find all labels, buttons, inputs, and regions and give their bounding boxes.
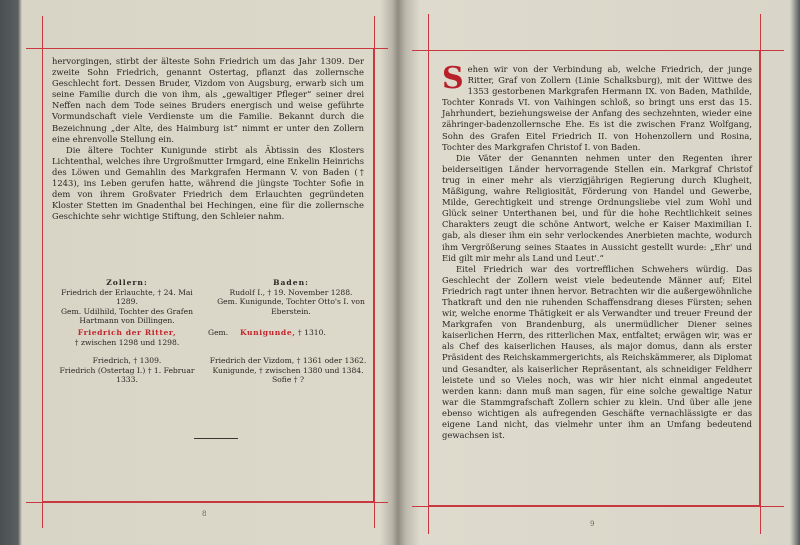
zollern-heading: Zollern:	[106, 278, 148, 287]
decorated-initial: S	[442, 61, 464, 96]
genealogy-line: Sofie † ?	[271, 375, 305, 385]
frame-line	[26, 502, 388, 503]
frame-line	[760, 14, 761, 534]
genealogy-line: Rudolf I., † 19. November 1288.	[229, 287, 353, 297]
baden-heading: Baden:	[273, 278, 309, 287]
frame-line	[412, 506, 784, 507]
genealogy-line: Gem. Kunigunde, Tochter Otto's I. von	[217, 297, 365, 307]
paragraph: Eitel Friedrich war des vortrefflichen Schwehers würdig. Das Geschlecht der Zollern weist viele bedeutende Männer auf; Eitel Friedrich ragt unter ihnen hervor. Betrachten wir die außergewöhnliche Thatkraft und den nie ruhenden Schaffensdrang dieses Fürsten; sehen wir, welche enorme Thätigkeit er als Verwandter und treuer Freund der Markgrafen von Brandenburg, als unermüdlicher Diener seines kaiserlichen Herrn, des ritterlichen Max, entfaltet; erwägen wir, was er als Chef des kaiserlichen Hauses, als major domus, dann als erster Präsident des Reichskammergerichts, als Reichskämmerer, als Diplomat und Gesandter, als kaiserlicher Repräsentant, als schneidiger Feldherr leistete und so Vieles noch, was wir hier nicht einmal angedeutet werden kann: dann muß man sagen, für eine solche gewaltige Natur war die Stammgrafschaft Zollern schier zu klein. Und über alle jene ebenso wichtigen als aufregenden Geschäfte vernachlässigte er das eigene Land nicht, das vielmehr unter ihm an Umfang bedeutend gewachsen ist.	[442, 263, 752, 441]
frame-line	[26, 48, 388, 49]
genealogy-line: Friedrich der Erlauchte, † 24. Mai 1289.	[61, 287, 193, 307]
genealogy-line: Gem. Udilhild, Tochter des Grafen	[60, 306, 193, 316]
left-body-text	[52, 56, 364, 222]
genealogy-line: Kunigunde, † zwischen 1380 und 1384.	[212, 365, 364, 375]
children-right	[208, 356, 368, 385]
kunigunde-name: Kunigunde,	[240, 328, 296, 337]
genealogy-line: Friedrich, † 1309.	[92, 356, 162, 365]
children-left	[52, 356, 202, 385]
paragraph	[442, 61, 752, 153]
genealogy-line: 1333.	[116, 375, 138, 385]
kunigunde	[240, 328, 326, 338]
gem-label: Gem.	[208, 328, 229, 337]
genealogy-line: Hartmann von Dillingen.	[79, 316, 175, 326]
frame-line	[374, 16, 375, 528]
left-page	[18, 6, 396, 541]
genealogy-line: Eberstein.	[271, 306, 311, 316]
genealogy-line: Friedrich der Vizdom, † 1361 oder 1362.	[209, 356, 367, 365]
end-rule	[194, 438, 238, 439]
paragraph: Die Väter der Genannten nehmen unter den Regenten ihrer beiderseitigen Länder hervorragende Stellen ein. Markgraf Christof trug in einer mehr als vierzigjährigen Regierung durch Klugheit, Mäßigung, wahre Religiosität, Förderung von Handel und Gewerbe, Milde, Gerechtigkeit und strenge Ordnungsliebe viel zum Wohl und Glück seiner Unterthanen bei, und für die hohe Rechtlichkeit seines Charakters zeugt die schöne Antwort, welche er Kaiser Maximilian I. gab, als dieser ihm ein sehr verlockendes Anerbieten machte, wodurch ihm Vergrößerung seines Staates in Aussicht gestellt wurde: „Ehr' und Eid gilt mir mehr als Land und Leut'.“	[442, 152, 752, 263]
paragraph: hervorgingen, stirbt der älteste Sohn Friedrich um das Jahr 1309. Der zweite Sohn Friedrich, genannt Ostertag, pflanzt das zollernsche Geschlecht fort. Dessen Bruder, Vizdom von Augsburg, erwarb sich um seine Familie durch die von ihm, als „gewaltiger Pfleger“ seiner drei Neffen nach dem Tode seines Bruders energisch und weise geführte Vormundschaft viele Verdienste um die Familie. Bekannt durch die Bezeichnung „der Alte, des Haimburg ist“ nimmt er unter den Zollern eine ehrenvolle Stellung ein.	[52, 56, 364, 144]
frame-line	[42, 16, 43, 528]
baden-column	[216, 278, 366, 316]
page-number: 8	[202, 510, 207, 518]
genealogy-line: Friedrich (Ostertag I.) † 1. Februar	[59, 365, 195, 375]
paragraph-text: ehen wir von der Verbindung ab, welche Friedrich, der junge Ritter, Graf von Zollern (Linie Schalksburg), mit der Wittwe des 1353 gestorbenen Markgrafen Hermann IX. von Baden, Mathilde, Tochter Konrads VI. von Vaihingen schloß, so bringt uns erst das 15. Jahrhundert, beziehungsweise der Anfang des sechzehnten, wieder eine zähringer-badenzollernsche Ehe. Es ist die zwischen Franz Wolfgang, Sohn des Grafen Eitel Friedrich II. von Hohenzollern und Rosina, Tochter des Markgrafen Christof I. von Baden.	[442, 64, 752, 152]
frame-line	[412, 50, 784, 51]
zollern-column	[52, 278, 202, 326]
friedrich-ritter-name: Friedrich der Ritter,	[77, 328, 177, 337]
friedrich-ritter	[52, 328, 202, 347]
genealogy-line: † zwischen 1298 und 1298.	[74, 337, 180, 347]
frame-line	[428, 14, 429, 534]
paragraph: Die ältere Tochter Kunigunde stirbt als Äbtissin des Klosters Lichtenthal, welches ihre Urgroßmutter Irmgard, eine Enkelin Heinrichs des Löwen und Gemahlin des Markgrafen Hermann V. von Baden († 1243), ins Leben gerufen hatte, während die jüngste Tochter Sofie in dem von ihrem Großvater Friedrich dem Erlauchten gegründeten Kloster Stetten im Gnadenthal bei Hechingen, eine für die zollernsche Geschichte sehr wichtige Stiftung, den Schleier nahm.	[52, 144, 364, 222]
page-number: 9	[590, 520, 595, 528]
kunigunde-date: † 1310.	[297, 328, 326, 337]
right-body-text	[442, 61, 752, 441]
right-page	[402, 6, 794, 541]
